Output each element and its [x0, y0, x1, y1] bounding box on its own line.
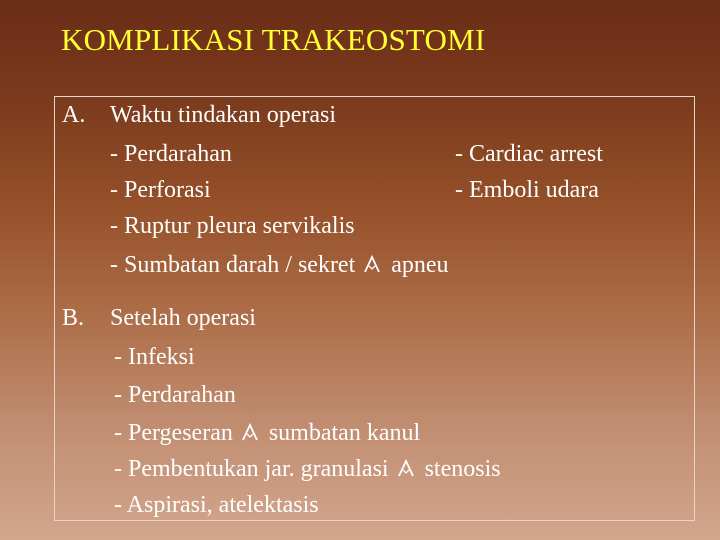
stenosis-text: stenosis [424, 456, 501, 482]
section-a-item-sumbatan [110, 253, 449, 277]
granulasi-text: - Pembentukan jar. granulasi [114, 456, 389, 482]
wedge-arrow-icon [397, 459, 415, 477]
pergeseran-text: - Pergeseran [114, 420, 233, 446]
section-a-item-cardiac-arrest: - Cardiac arrest [455, 141, 603, 167]
section-a-item-perdarahan: - Perdarahan [110, 141, 232, 167]
section-a-item-perforasi: - Perforasi [110, 177, 211, 203]
section-b-heading: Setelah operasi [110, 305, 256, 331]
section-a-heading: Waktu tindakan operasi [110, 102, 336, 128]
section-a-item-ruptur-pleura: - Ruptur pleura servikalis [110, 213, 355, 239]
sumbatan-text: - Sumbatan darah / sekret [110, 252, 356, 278]
apneu-text: apneu [391, 252, 449, 278]
section-b-item-infeksi: - Infeksi [114, 344, 195, 370]
section-b-item-aspirasi: - Aspirasi, atelektasis [114, 492, 319, 518]
slide-title: KOMPLIKASI TRAKEOSTOMI [61, 22, 486, 57]
section-a-item-emboli-udara: - Emboli udara [455, 177, 599, 203]
section-b-item-perdarahan: - Perdarahan [114, 382, 236, 408]
sumbatan-kanul-text: sumbatan kanul [268, 420, 421, 446]
section-b-item-pergeseran [114, 421, 420, 445]
section-b-item-granulasi [114, 457, 501, 481]
section-a-marker: A. [62, 102, 86, 128]
section-b-marker: B. [62, 305, 85, 331]
wedge-arrow-icon [363, 255, 381, 273]
wedge-arrow-icon [241, 423, 259, 441]
